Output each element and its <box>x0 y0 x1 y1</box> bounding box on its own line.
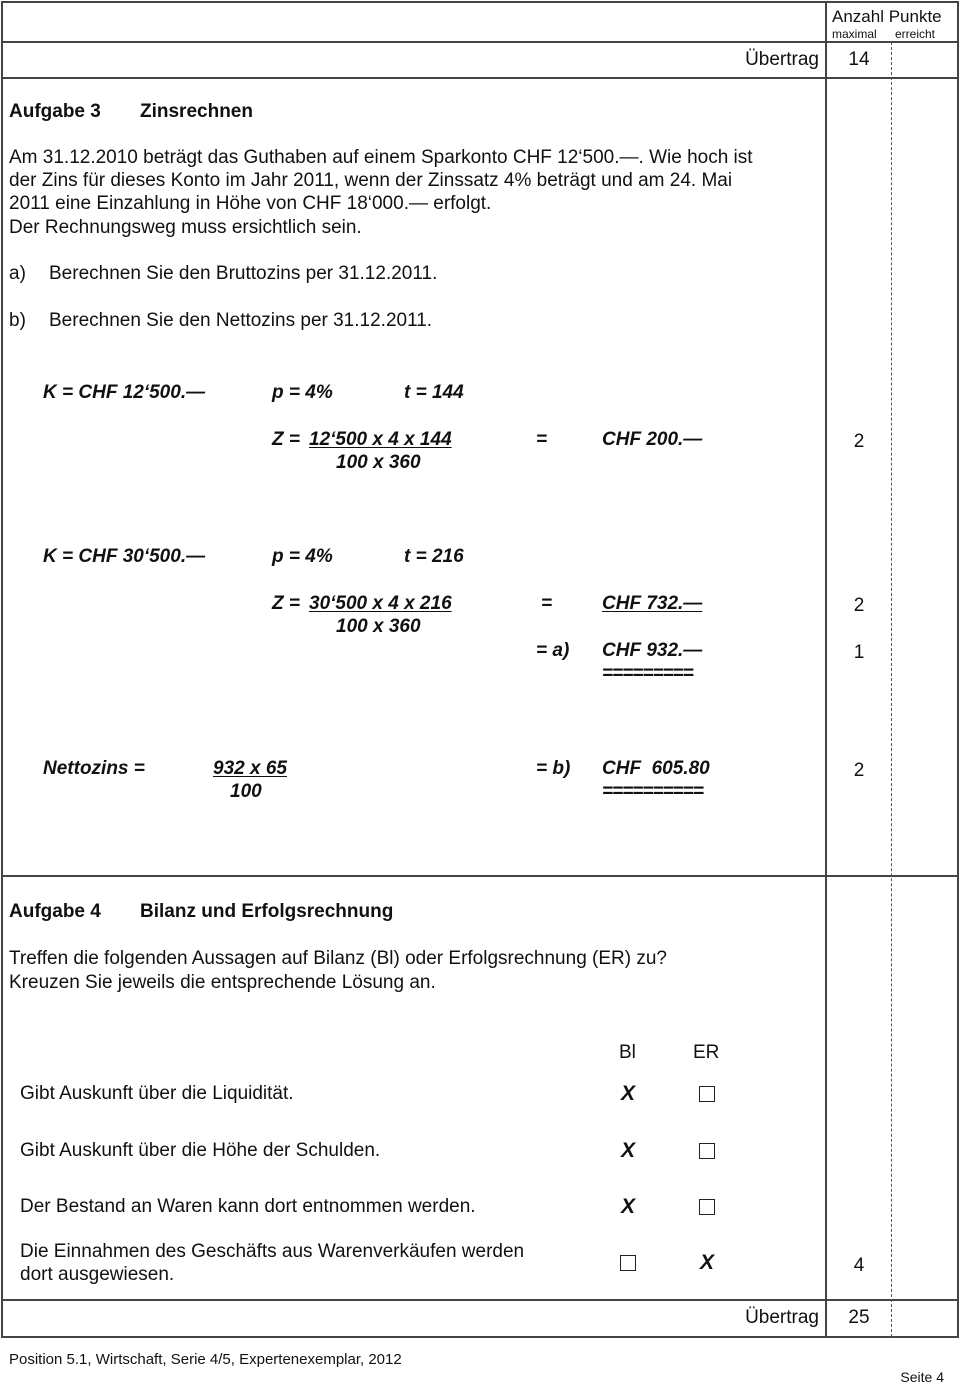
divider <box>2 875 958 877</box>
carry-value: 14 <box>848 49 870 70</box>
task4-text: Treffen die folgenden Aussagen auf Bilanz (Bl) oder Erfolgsrechnung (ER) zu? <box>9 948 667 969</box>
points-value: 4 <box>853 1255 865 1276</box>
task3-text: der Zins für dieses Konto im Jahr 2011, wenn der Zinssatz 4% beträgt und am 24. Mai <box>9 170 733 191</box>
check-mark-bl[interactable]: X <box>621 1082 636 1105</box>
question-text: Berechnen Sie den Nettozins per 31.12.2011. <box>49 310 433 331</box>
task3-text: 2011 eine Einzahlung in Höhe von CHF 18‘000.— erfolgt. <box>9 193 492 214</box>
rate: p = 4% <box>272 546 333 567</box>
task4-text: Kreuzen Sie jeweils die entsprechende Lösung an. <box>9 972 436 993</box>
points-value: 1 <box>853 642 865 663</box>
z-prefix: Z = <box>272 593 300 614</box>
points-value: 2 <box>853 760 865 781</box>
result-b: CHF 605.80 <box>602 758 710 779</box>
points-value: 2 <box>853 595 865 616</box>
result-a: CHF 932.— <box>602 640 703 661</box>
denominator: 100 <box>230 781 262 802</box>
statement: Der Bestand an Waren kann dort entnommen werden. <box>20 1196 476 1217</box>
page-number: Seite 4 <box>900 1369 944 1385</box>
checkbox-er[interactable] <box>699 1143 715 1159</box>
statement: Gibt Auskunft über die Höhe der Schulden. <box>20 1140 381 1161</box>
statement: Die Einnahmen des Geschäfts aus Warenverkäufen werden <box>20 1241 525 1262</box>
question-label: b) <box>9 310 26 331</box>
check-mark-bl[interactable]: X <box>621 1195 636 1218</box>
points-value: 2 <box>853 431 865 452</box>
table-border-bottom <box>2 1336 958 1338</box>
task3-text: Der Rechnungsweg muss ersichtlich sein. <box>9 217 362 238</box>
check-mark-er[interactable]: X <box>700 1251 715 1274</box>
equals-a: = a) <box>536 640 570 661</box>
statement: Gibt Auskunft über die Liquidität. <box>20 1083 294 1104</box>
col-reached: erreicht <box>895 27 936 41</box>
denominator: 100 x 360 <box>336 452 421 473</box>
statement-cont: dort ausgewiesen. <box>20 1264 175 1285</box>
divider <box>2 1299 958 1301</box>
days: t = 216 <box>404 546 464 567</box>
carry-label: Übertrag <box>745 1307 819 1328</box>
col-er: ER <box>693 1042 720 1063</box>
task3-text: Am 31.12.2010 beträgt das Guthaben auf einem Sparkonto CHF 12‘500.—. Wie hoch ist <box>9 147 753 168</box>
result: CHF 200.— <box>602 429 703 450</box>
double-underline: ========= <box>602 663 693 684</box>
task4-title: Bilanz und Erfolgsrechnung <box>140 901 394 922</box>
check-mark-bl[interactable]: X <box>621 1139 636 1162</box>
capital: K = CHF 30‘500.— <box>43 546 206 567</box>
divider <box>2 41 958 43</box>
table-border-left <box>1 1 3 1338</box>
net-interest-label: Nettozins = <box>43 758 145 779</box>
question-label: a) <box>9 263 26 284</box>
equals: = <box>541 593 553 614</box>
checkbox-bl[interactable] <box>620 1255 636 1271</box>
equals: = <box>536 429 548 450</box>
task3-title: Zinsrechnen <box>140 101 253 122</box>
denominator: 100 x 360 <box>336 616 421 637</box>
carry-value: 25 <box>848 1307 870 1328</box>
numerator: 932 x 65 <box>213 758 287 779</box>
numerator: 12‘500 x 4 x 144 <box>309 429 452 450</box>
reached-column-line <box>891 42 892 1337</box>
checkbox-er[interactable] <box>699 1086 715 1102</box>
col-max: maximal <box>832 27 877 41</box>
numerator: 30‘500 x 4 x 216 <box>309 593 452 614</box>
table-border-top <box>2 1 958 3</box>
result: CHF 732.— <box>602 593 703 614</box>
checkbox-er[interactable] <box>699 1199 715 1215</box>
double-underline: ========== <box>602 781 703 802</box>
divider <box>2 77 958 79</box>
points-title: Anzahl Punkte <box>832 7 942 26</box>
col-bl: Bl <box>619 1042 636 1063</box>
capital: K = CHF 12‘500.— <box>43 382 206 403</box>
z-prefix: Z = <box>272 429 300 450</box>
footer-source: Position 5.1, Wirtschaft, Serie 4/5, Expertenexemplar, 2012 <box>9 1351 402 1368</box>
question-text: Berechnen Sie den Bruttozins per 31.12.2011. <box>49 263 438 284</box>
carry-label: Übertrag <box>745 49 819 70</box>
points-column-line <box>825 1 827 1338</box>
table-border-right <box>957 1 959 1338</box>
task3-number: Aufgabe 3 <box>9 101 101 122</box>
days: t = 144 <box>404 382 464 403</box>
rate: p = 4% <box>272 382 333 403</box>
task4-number: Aufgabe 4 <box>9 901 101 922</box>
equals-b: = b) <box>536 758 571 779</box>
